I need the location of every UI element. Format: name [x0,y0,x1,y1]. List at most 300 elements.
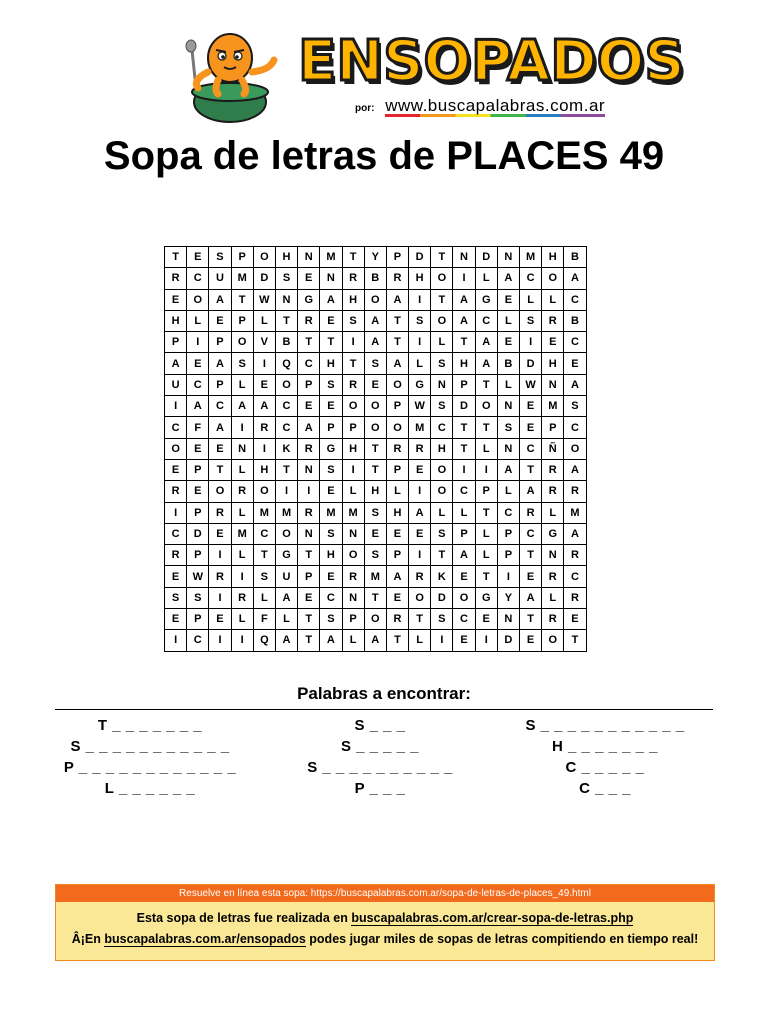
grid-cell: O [431,268,453,289]
grid-cell: F [187,417,209,438]
grid-cell: E [165,459,187,480]
grid-cell: O [386,374,408,395]
grid-cell: G [542,523,564,544]
grid-cell: M [231,523,253,544]
grid-cell: O [364,417,386,438]
grid-cell: S [253,566,275,587]
grid-cell: A [320,289,342,310]
grid-cell: A [209,353,231,374]
grid-cell: A [453,545,475,566]
octopus-mascot-icon [178,30,283,125]
grid-cell: A [453,289,475,310]
grid-cell: S [431,523,453,544]
word-hint: S _ _ _ _ _ _ _ _ _ _ _ [525,717,685,734]
grid-cell: P [187,609,209,630]
grid-cell: E [520,396,542,417]
grid-cell: S [275,268,297,289]
grid-cell: U [275,566,297,587]
grid-cell: L [275,609,297,630]
grid-cell: R [209,566,231,587]
grid-cell: E [320,566,342,587]
grid-cell: S [364,502,386,523]
grid-cell: C [187,268,209,289]
grid-cell: P [165,332,187,353]
footer-box [55,884,715,961]
grid-cell: E [320,396,342,417]
grid-cell: T [431,247,453,268]
grid-cell: I [409,289,431,310]
grid-cell: A [364,630,386,651]
grid-cell: E [453,630,475,651]
grid-cell: S [320,523,342,544]
grid-cell: A [475,332,497,353]
grid-cell: I [165,396,187,417]
grid-cell: H [386,502,408,523]
grid-cell: R [209,502,231,523]
grid-cell: I [342,332,364,353]
grid-cell: C [275,396,297,417]
grid-cell: L [475,545,497,566]
grid-cell: T [386,630,408,651]
grid-cell: Y [364,247,386,268]
grid-cell: L [231,459,253,480]
grid-cell: E [497,289,519,310]
grid-cell: R [298,310,320,331]
grid-row [165,545,587,566]
grid-cell: T [298,630,320,651]
grid-cell: M [564,502,586,523]
grid-cell: A [275,587,297,608]
grid-cell: E [298,268,320,289]
grid-cell: T [364,438,386,459]
grid-cell: A [564,374,586,395]
grid-cell: H [320,545,342,566]
grid-cell: L [475,523,497,544]
grid-cell: I [209,545,231,566]
grid-cell: P [209,332,231,353]
grid-cell: M [231,268,253,289]
grid-cell: O [564,438,586,459]
grid-cell: O [209,481,231,502]
grid-cell: W [187,566,209,587]
grid-cell: P [187,459,209,480]
grid-cell: T [298,609,320,630]
grid-cell: T [453,332,475,353]
grid-cell: L [542,289,564,310]
grid-cell: O [431,310,453,331]
grid-cell: G [475,289,497,310]
grid-cell: A [209,417,231,438]
grid-row [165,609,587,630]
grid-cell: A [298,417,320,438]
grid-cell: P [497,523,519,544]
grid-cell: W [409,396,431,417]
grid-cell: T [386,310,408,331]
grid-cell: V [253,332,275,353]
grid-cell: T [453,417,475,438]
grid-cell: O [542,630,564,651]
grid-cell: E [209,609,231,630]
grid-cell: T [409,609,431,630]
grid-cell: S [564,396,586,417]
grid-cell: L [231,609,253,630]
grid-cell: A [187,396,209,417]
grid-cell: N [497,396,519,417]
grid-cell: C [564,289,586,310]
ensopados-link[interactable]: buscapalabras.com.ar/ensopados [104,932,306,946]
grid-cell: A [386,353,408,374]
grid-row [165,268,587,289]
grid-row [165,587,587,608]
grid-cell: L [187,310,209,331]
grid-cell: I [165,630,187,651]
grid-cell: A [475,353,497,374]
grid-cell: E [187,247,209,268]
grid-cell: O [364,289,386,310]
grid-cell: A [364,310,386,331]
grid-cell: L [231,502,253,523]
grid-cell: R [342,566,364,587]
grid-cell: N [275,289,297,310]
grid-cell: S [409,310,431,331]
grid-cell: M [364,566,386,587]
grid-cell: E [165,609,187,630]
grid-cell: B [564,247,586,268]
grid-cell: I [475,459,497,480]
grid-cell: L [542,587,564,608]
grid-cell: E [253,374,275,395]
grid-cell: T [209,459,231,480]
grid-cell: T [364,587,386,608]
grid-cell: S [497,417,519,438]
grid-cell: T [475,374,497,395]
grid-cell: R [564,587,586,608]
grid-cell: O [253,481,275,502]
grid-cell: H [342,438,364,459]
grid-cell: G [475,587,497,608]
grid-cell: G [298,289,320,310]
grid-row [165,310,587,331]
grid-cell: I [409,481,431,502]
grid-cell: R [342,374,364,395]
grid-row [165,502,587,523]
grid-cell: H [453,353,475,374]
grid-cell: I [520,332,542,353]
grid-cell: R [165,268,187,289]
grid-cell: L [409,630,431,651]
grid-cell: O [364,396,386,417]
grid-cell: I [453,268,475,289]
grid-cell: C [564,566,586,587]
grid-row [165,396,587,417]
grid-cell: R [386,268,408,289]
grid-cell: H [364,481,386,502]
grid-cell: C [497,502,519,523]
grid-cell: O [475,396,497,417]
grid-cell: I [409,332,431,353]
grid-cell: T [475,566,497,587]
grid-cell: P [209,374,231,395]
grid-cell: E [453,566,475,587]
grid-cell: A [564,459,586,480]
grid-cell: O [342,396,364,417]
header [0,0,768,130]
grid-cell: H [431,438,453,459]
grid-cell: N [298,247,320,268]
grid-cell: T [253,545,275,566]
grid-cell: E [364,523,386,544]
grid-cell: T [298,545,320,566]
grid-cell: C [520,438,542,459]
grid-cell: R [231,481,253,502]
grid-cell: D [453,396,475,417]
grid-cell: T [475,417,497,438]
grid-cell: R [386,609,408,630]
grid-cell: E [320,310,342,331]
grid-cell: I [475,630,497,651]
grid-cell: R [298,438,320,459]
grid-cell: I [209,587,231,608]
grid-cell: A [209,289,231,310]
grid-cell: D [497,630,519,651]
grid-cell: N [542,545,564,566]
grid-cell: C [475,310,497,331]
grid-cell: E [386,523,408,544]
word-hint: S _ _ _ _ _ _ _ _ _ _ [307,759,453,776]
page-title: Sopa de letras de PLACES 49 [103,134,665,178]
grid-cell: O [253,247,275,268]
grid-cell: R [298,502,320,523]
grid-cell: O [453,587,475,608]
grid-cell: E [187,481,209,502]
grid-cell: L [342,630,364,651]
grid-cell: R [564,481,586,502]
grid-cell: S [520,310,542,331]
grid-cell: E [187,353,209,374]
grid-cell: B [564,310,586,331]
grid-cell: Q [275,353,297,374]
grid-cell: R [542,310,564,331]
grid-cell: M [542,396,564,417]
grid-cell: L [253,587,275,608]
grid-cell: H [165,310,187,331]
grid-cell: T [342,247,364,268]
grid-cell: H [253,459,275,480]
grid-cell: S [431,353,453,374]
grid-cell: H [542,247,564,268]
grid-cell: T [275,459,297,480]
grid-cell: S [342,310,364,331]
grid-cell: K [431,566,453,587]
word-hint: P _ _ _ _ _ _ _ _ _ _ _ _ [63,759,237,776]
grid-row [165,523,587,544]
grid-cell: O [342,545,364,566]
grid-cell: L [431,502,453,523]
grid-cell: P [386,247,408,268]
grid-cell: S [431,609,453,630]
grid-cell: C [165,523,187,544]
grid-cell: N [298,459,320,480]
grid-cell: R [165,545,187,566]
grid-cell: T [453,438,475,459]
grid-cell: R [542,459,564,480]
grid-cell: S [165,587,187,608]
grid-cell: L [386,481,408,502]
grid-cell: P [386,396,408,417]
grid-cell: E [209,523,231,544]
grid-cell: H [320,353,342,374]
grid-cell: K [275,438,297,459]
grid-cell: C [564,417,586,438]
grid-row [165,459,587,480]
grid-cell: P [231,247,253,268]
grid-cell: N [431,374,453,395]
grid-cell: T [298,332,320,353]
grid-cell: N [453,247,475,268]
grid-cell: C [520,268,542,289]
play-prefix: Â¡En [71,932,105,946]
grid-cell: E [542,332,564,353]
grid-cell: P [497,545,519,566]
grid-cell: P [187,502,209,523]
grid-cell: T [520,459,542,480]
grid-cell: M [253,502,275,523]
grid-cell: M [409,417,431,438]
grid-cell: O [431,459,453,480]
grid-cell: D [431,587,453,608]
grid-cell: R [542,609,564,630]
grid-cell: E [386,587,408,608]
grid-cell: S [187,587,209,608]
grid-cell: E [187,438,209,459]
by-label: por: [355,103,375,114]
grid-cell: U [209,268,231,289]
grid-cell: L [475,438,497,459]
grid-cell: E [520,417,542,438]
grid-cell: N [497,609,519,630]
made-prefix: Esta sopa de letras fue realizada en [136,911,352,925]
grid-cell: A [453,310,475,331]
grid-cell: A [564,268,586,289]
brand-logo: ENSOPADOS [298,29,685,94]
grid-cell: Ñ [542,438,564,459]
grid-row [165,630,587,651]
grid-cell: I [231,417,253,438]
grid-cell: S [320,459,342,480]
grid-cell: S [364,545,386,566]
grid-cell: O [275,374,297,395]
grid-cell: L [253,310,275,331]
grid-cell: A [165,353,187,374]
word-search-grid [164,246,587,652]
grid-cell: R [564,545,586,566]
grid-cell: E [298,396,320,417]
brand-byline [355,96,605,116]
grid-cell: I [231,630,253,651]
grid-cell: P [320,417,342,438]
word-hint: C _ _ _ [579,780,631,797]
grid-cell: T [165,247,187,268]
grid-cell: P [386,459,408,480]
grid-cell: R [520,502,542,523]
grid-cell: C [165,417,187,438]
create-link[interactable]: buscapalabras.com.ar/crear-sopa-de-letras.php [351,911,634,925]
grid-cell: C [453,609,475,630]
grid-cell: T [275,310,297,331]
grid-cell: E [409,459,431,480]
grid-cell: E [165,566,187,587]
grid-cell: C [209,396,231,417]
grid-row [165,438,587,459]
grid-cell: L [520,289,542,310]
grid-cell: E [165,289,187,310]
grid-cell: T [320,332,342,353]
grid-cell: E [564,609,586,630]
grid-cell: A [231,396,253,417]
grid-cell: C [187,630,209,651]
grid-cell: A [497,459,519,480]
grid-cell: A [497,268,519,289]
grid-cell: E [364,374,386,395]
site-link[interactable]: www.buscapalabras.com.ar [385,96,605,120]
grid-cell: L [231,545,253,566]
grid-cell: Q [253,630,275,651]
grid-cell: R [165,481,187,502]
word-hint: C _ _ _ _ _ [565,759,645,776]
grid-cell: O [364,609,386,630]
play-suffix: podes jugar miles de sopas de letras compitiendo en tiempo real! [305,932,699,946]
grid-cell: A [564,523,586,544]
grid-cell: G [320,438,342,459]
grid-cell: D [187,523,209,544]
grid-cell: L [497,310,519,331]
grid-cell: I [187,332,209,353]
word-hint: L _ _ _ _ _ _ [104,780,196,797]
grid-cell: A [409,502,431,523]
word-hint: H _ _ _ _ _ _ _ [552,738,658,755]
grid-cell: C [275,417,297,438]
word-hint: S _ _ _ _ _ [340,738,420,755]
grid-cell: U [165,374,187,395]
grid-cell: S [231,353,253,374]
grid-cell: P [187,545,209,566]
grid-cell: O [165,438,187,459]
grid-cell: T [431,289,453,310]
grid-cell: O [409,587,431,608]
grid-cell: O [542,268,564,289]
grid-row [165,247,587,268]
grid-cell: P [342,417,364,438]
grid-cell: N [497,247,519,268]
grid-cell: P [542,417,564,438]
grid-cell: C [520,523,542,544]
grid-cell: N [298,523,320,544]
grid-cell: Y [497,587,519,608]
grid-cell: I [497,566,519,587]
grid-cell: F [253,609,275,630]
play-line [56,929,714,950]
grid-cell: I [275,481,297,502]
grid-cell: I [453,459,475,480]
grid-cell: N [342,523,364,544]
online-link[interactable]: Resuelve en línea esta sopa: https://buscapalabras.com.ar/sopa-de-letras-de-places_49.html [56,885,714,902]
grid-cell: N [231,438,253,459]
grid-cell: D [520,353,542,374]
grid-cell: R [253,417,275,438]
grid-cell: P [453,523,475,544]
grid-cell: M [320,247,342,268]
grid-cell: S [320,609,342,630]
